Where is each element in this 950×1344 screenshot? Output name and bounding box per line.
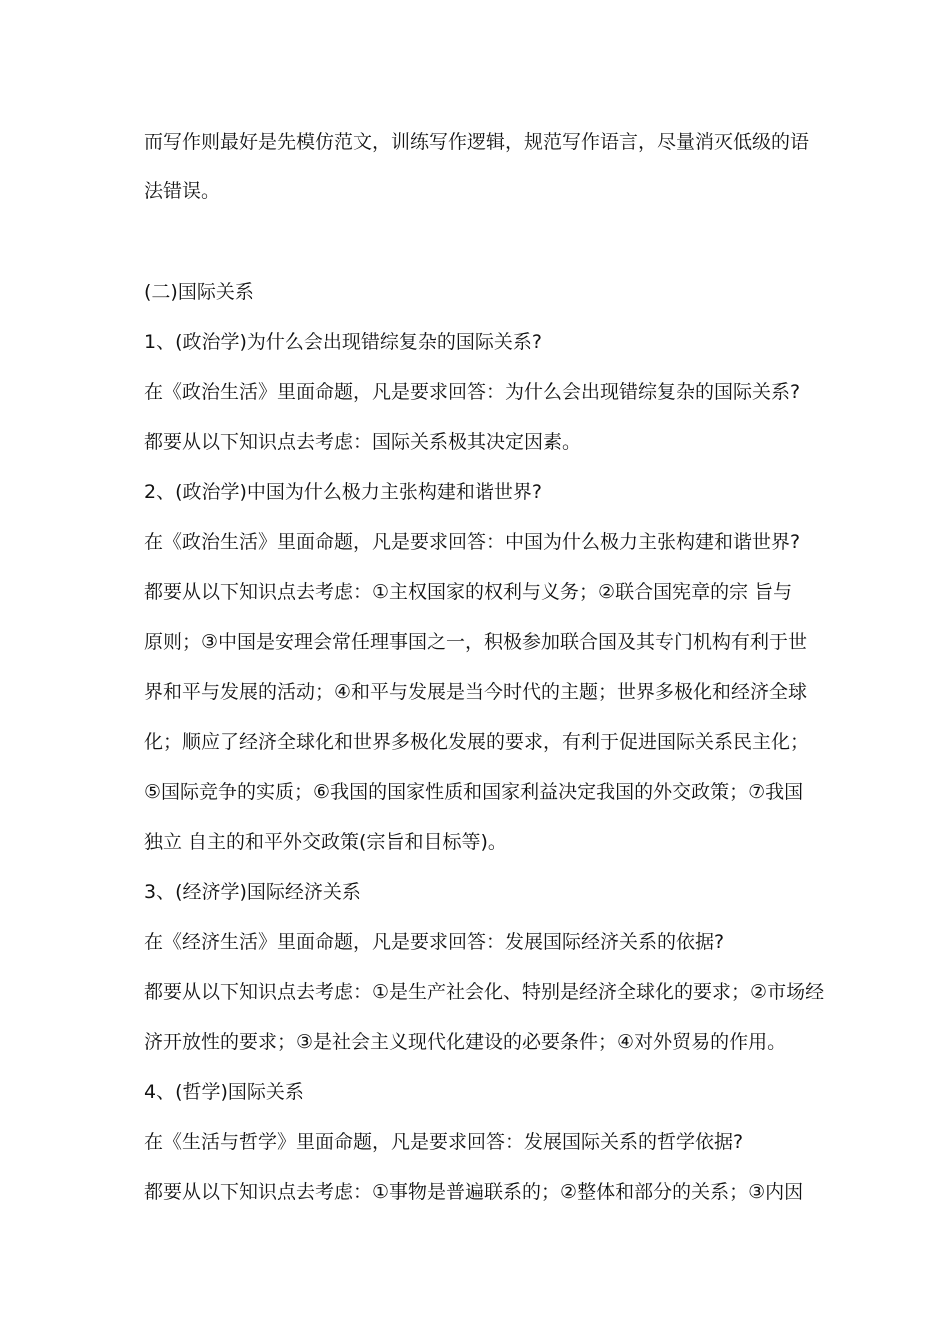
question-heading: 2、(政治学)中国为什么极力主张构建和谐世界?: [144, 481, 542, 503]
paragraph-line: 都要从以下知识点去考虑：①是生产社会化、特别是经济全球化的要求；②市场经: [144, 981, 824, 1003]
paragraph-line: 都要从以下知识点去考虑：①事物是普遍联系的；②整体和部分的关系；③内因: [144, 1181, 804, 1203]
question-heading: 3、(经济学)国际经济关系: [144, 881, 361, 903]
paragraph-line: 而写作则最好是先模仿范文，训练写作逻辑，规范写作语言，尽量消灭低级的语: [144, 131, 810, 153]
paragraph-line: 在《政治生活》里面命题，凡是要求回答：中国为什么极力主张构建和谐世界?: [144, 531, 801, 553]
paragraph-line: 在《生活与哲学》里面命题，凡是要求回答：发展国际关系的哲学依据?: [144, 1131, 744, 1153]
paragraph-line: 在《经济生活》里面命题，凡是要求回答：发展国际经济关系的依据?: [144, 931, 725, 953]
paragraph-line: 化；顺应了经济全球化和世界多极化发展的要求，有利于促进国际关系民主化；: [144, 731, 810, 753]
paragraph-line: 在《政治生活》里面命题，凡是要求回答：为什么会出现错综复杂的国际关系?: [144, 381, 801, 403]
section-heading: (二)国际关系: [144, 281, 254, 303]
paragraph-line: 法错误。: [144, 180, 221, 202]
question-heading: 1、(政治学)为什么会出现错综复杂的国际关系?: [144, 331, 542, 353]
paragraph-line: 原则；③中国是安理会常任理事国之一，积极参加联合国及其专门机构有利于世: [144, 631, 808, 653]
paragraph-line: ⑤国际竞争的实质；⑥我国的国家性质和国家利益决定我国的外交政策；⑦我国: [144, 781, 804, 803]
paragraph-line: 济开放性的要求；③是社会主义现代化建设的必要条件；④对外贸易的作用。: [144, 1031, 787, 1053]
paragraph-line: 界和平与发展的活动；④和平与发展是当今时代的主题；世界多极化和经济全球: [144, 681, 808, 703]
question-heading: 4、(哲学)国际关系: [144, 1081, 304, 1103]
paragraph-line: 都要从以下知识点去考虑：国际关系极其决定因素。: [144, 431, 582, 453]
paragraph-line: 独立 自主的和平外交政策(宗旨和目标等)。: [144, 831, 507, 853]
paragraph-line: 都要从以下知识点去考虑：①主权国家的权利与义务；②联合国宪章的宗 旨与: [144, 581, 793, 603]
